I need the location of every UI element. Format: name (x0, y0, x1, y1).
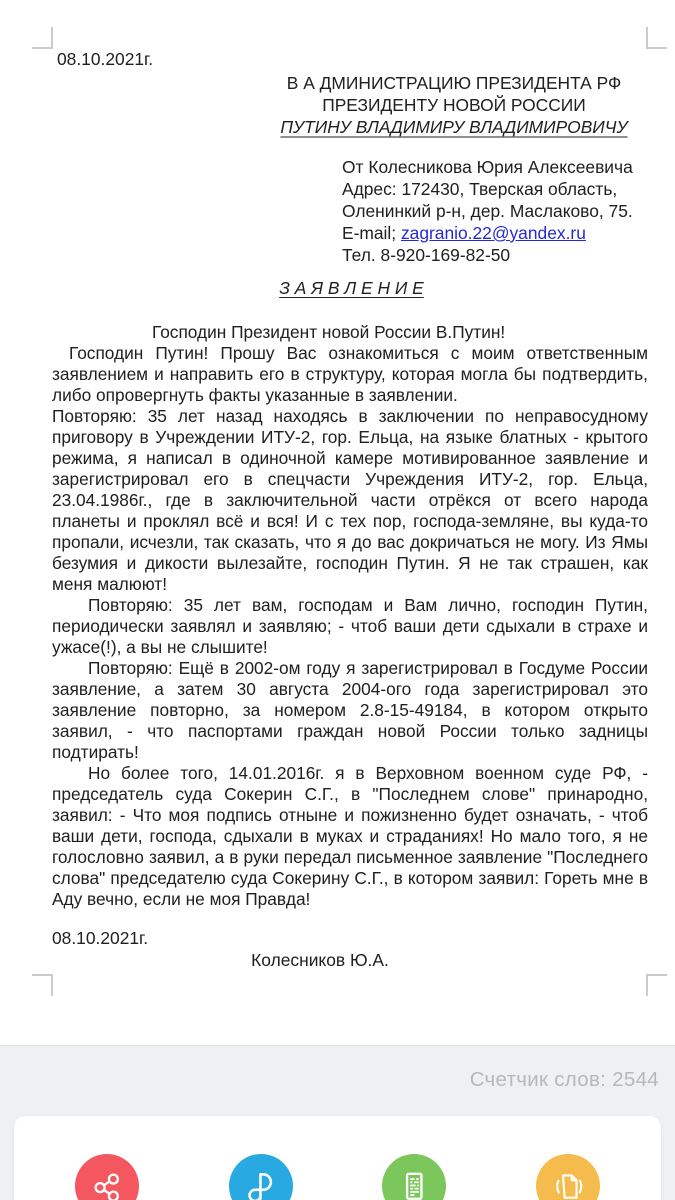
recipient-name: ПУТИНУ ВЛАДИМИРУ ВЛАДИМИРОВИЧУ (280, 117, 628, 137)
margin-corner-mark (32, 974, 53, 996)
page-shake-button[interactable] (536, 1154, 600, 1200)
share-icon (90, 1169, 124, 1200)
document-icon (397, 1169, 431, 1200)
paragraph: Повторяю: 35 лет назад находясь в заключении по неправосудному приговору в Учреждении ИТУ-2, гор. Ельца, на языке блатных - крытого режима, я написал в одиночной камере мотивированное заявление и зарегистрировал его в спецчасти Учреждения ИТУ-2, гор. Ельца, 23.04.1986г., где в заключительной части отрёкся от всего народа планеты и проклял всё и вся! И с тех пор, господа-земляне, вы куда-то пропали, исчезли, так сказать, что я до вас докричаться не могу. Из Ямы безумия и дикости вылезайте, господин Путин. Я не так страшен, как меня малюют! (52, 406, 648, 594)
format-icon (244, 1169, 278, 1200)
paragraph: Повторяю: Ещё в 2002-ом году я зарегистрировал в Госдуме России заявление, а затем 30 августа 2004-ого года зарегистрировал это заявление повторно, за номером 2.8-15-49184, в котором открыто заявил, - что паспортами граждан новой России только задницы подтирать! (52, 658, 648, 762)
email-label: E-mail; (342, 223, 397, 243)
document-body (52, 322, 648, 910)
toolbar-buttons-row (14, 1116, 661, 1200)
signature: Колесников Ю.А. (251, 950, 389, 970)
document-button[interactable] (382, 1154, 446, 1200)
word-counter-label: Счетчик слов: (469, 1068, 607, 1091)
document-date-top: 08.10.2021г. (57, 49, 154, 69)
email-link[interactable]: zagranio.22@yandex.ru (400, 223, 586, 243)
margin-corner-mark (32, 27, 53, 49)
word-counter-value: 2544 (612, 1068, 659, 1091)
recipient-block (234, 72, 674, 138)
sender-line: Оленинкий р-н, дер. Маслаково, 75. (342, 201, 633, 221)
share-button[interactable] (75, 1154, 139, 1200)
paragraph: Господин Президент новой России В.Путин! (152, 322, 506, 342)
sender-line: От Колесникова Юрия Алексеевича (342, 157, 633, 177)
margin-corner-mark (646, 974, 667, 996)
format-button[interactable] (229, 1154, 293, 1200)
sender-line: Адрес: 172430, Тверская область, (342, 179, 618, 199)
paragraph: Господин Путин! Прошу Вас ознакомиться с моим ответственным заявлением и направить его в структуру, которая могла бы подтвердить, либо опровергнуть факты указанные в заявлении. (52, 343, 648, 405)
document-title: З А Я В Л Е Н И Е (279, 278, 424, 298)
paragraph: Повторяю: 35 лет вам, господам и Вам лично, господин Путин, периодически заявлял и заявляю; - чтоб ваши дети сдыхали в страхе и ужасе(!), а вы не слышите! (52, 595, 648, 657)
recipient-line: ПРЕЗИДЕНТУ НОВОЙ РОССИИ (322, 95, 586, 115)
word-counter (470, 1068, 659, 1092)
recipient-line: В А ДМИНИСТРАЦИЮ ПРЕЗИДЕНТА РФ (286, 73, 622, 93)
toolbar-card (14, 1116, 661, 1200)
sender-block (342, 156, 633, 266)
page-shake-icon (551, 1169, 585, 1200)
sender-phone: Тел. 8-920-169-82-50 (342, 245, 511, 265)
margin-corner-mark (646, 27, 667, 49)
document-date-bottom: 08.10.2021г. (52, 928, 149, 948)
sender-email-line (342, 222, 633, 244)
paragraph: Но более того, 14.01.2016г. я в Верховном военном суде РФ, - председатель суда Сокерин С.Г., в "Последнем слове" принародно, заявил: - Что моя подпись отныне и пожизненно будет означать, - чтоб ваши дети, господа, сдыхали в муках и страданиях! Но мало того, я не голословно заявил, а в руки передал письменное заявление "Последнего слова" председателю суда Сокерину С.Г., в котором заявил: Гореть мне в Аду вечно, если не моя Правда! (52, 763, 648, 909)
